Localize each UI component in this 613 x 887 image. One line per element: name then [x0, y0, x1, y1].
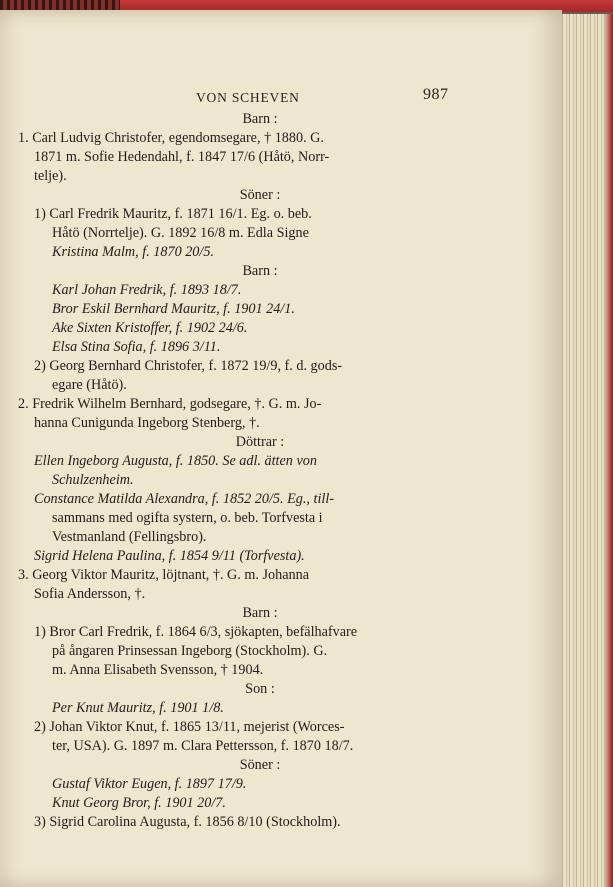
entry-line: Ake Sixten Kristoffer, f. 1902 24/6. [52, 320, 248, 336]
entry-line: Constance Matilda Alexandra, f. 1852 20/5. Eg., till- [34, 491, 335, 507]
entry-line: Kristina Malm, f. 1870 20/5. [52, 244, 214, 260]
entry-line: Vestmanland (Fellingsbro). [52, 529, 207, 545]
entry-line: 1) Bror Carl Fredrik, f. 1864 6/3, sjökapten, befälhafvare [34, 624, 358, 640]
page-header [0, 86, 562, 108]
entry-line: Per Knut Mauritz, f. 1901 1/8. [52, 700, 224, 716]
entry-line: egare (Håtö). [52, 377, 127, 393]
heading-barn: Barn : [242, 111, 278, 127]
heading-barn: Barn : [242, 263, 278, 279]
entry-line: Håtö (Norrtelje). G. 1892 16/8 m. Edla Signe [52, 225, 309, 241]
entry-line: 1) Carl Fredrik Mauritz, f. 1871 16/1. Eg. o. beb. [34, 206, 312, 222]
entry-line: Karl Johan Fredrik, f. 1893 18/7. [52, 282, 242, 298]
heading-barn: Barn : [242, 605, 278, 621]
entry-line: Sofia Andersson, †. [34, 586, 146, 602]
entry-line: hanna Cunigunda Ingeborg Stenberg, †. [34, 415, 260, 431]
entry-line: 2) Georg Bernhard Christofer, f. 1872 19/9, f. d. gods- [34, 358, 343, 374]
page-stack-edges [556, 14, 613, 887]
entry-line: ter, USA). G. 1897 m. Clara Pettersson, f. 1870 18/7. [52, 738, 354, 754]
entry-line: 2) Johan Viktor Knut, f. 1865 13/11, mejerist (Worces- [34, 719, 345, 735]
entry-line: Knut Georg Bror, f. 1901 20/7. [52, 795, 226, 811]
entry-line: 3) Sigrid Carolina Augusta, f. 1856 8/10 (Stockholm). [34, 814, 341, 830]
entry-line: Gustaf Viktor Eugen, f. 1897 17/9. [52, 776, 247, 792]
heading-soner: Söner : [239, 757, 281, 773]
entry-line: på ångaren Prinsessan Ingeborg (Stockholm). G. [52, 643, 328, 659]
running-title: VON SCHEVEN [196, 90, 300, 105]
entry-line: Bror Eskil Bernhard Mauritz, f. 1901 24/1. [52, 301, 295, 317]
entry-line: m. Anna Elisabeth Svensson, † 1904. [52, 662, 264, 678]
heading-soner: Söner : [239, 187, 281, 203]
heading-son: Son : [245, 681, 275, 697]
entry-line: 3. Georg Viktor Mauritz, löjtnant, †. G. m. Johanna [18, 567, 310, 583]
entry-line: Elsa Stina Sofia, f. 1896 3/11. [52, 339, 221, 355]
page-number: 987 [423, 86, 449, 103]
heading-dottrar: Döttrar : [235, 434, 285, 450]
entry-line: 1871 m. Sofie Hedendahl, f. 1847 17/6 (Håtö, Norr- [34, 149, 330, 165]
entry-line: Ellen Ingeborg Augusta, f. 1850. Se adl. ätten von [34, 453, 317, 469]
red-page-edge [605, 14, 613, 887]
entry-line: sammans med ogifta systern, o. beb. Torfvesta i [52, 510, 323, 526]
entry-line: Schulzenheim. [52, 472, 134, 488]
entry-line: Sigrid Helena Paulina, f. 1854 9/11 (Torfvesta). [34, 548, 305, 564]
entry-line: 2. Fredrik Wilhelm Bernhard, godsegare, †. G. m. Jo- [18, 396, 322, 412]
entry-line: telje). [34, 168, 67, 184]
entry-line: 1. Carl Ludvig Christofer, egendomsegare, † 1880. G. [18, 130, 324, 146]
